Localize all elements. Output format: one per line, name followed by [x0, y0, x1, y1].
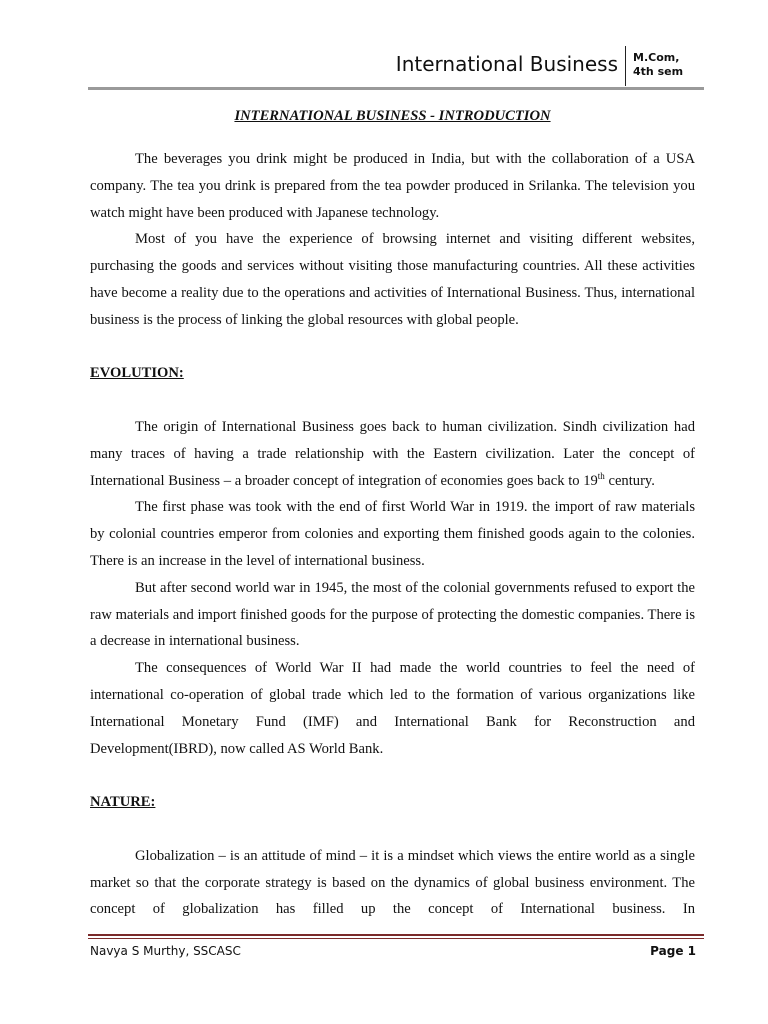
- evolution-paragraph-text: The origin of International Business goes back to human civilization. Sindh civilization had many traces of having a trade relationship with the Eastern civilization. Later the concept of International Business – a broader concept of integration of economies goes back to 19: [90, 418, 695, 489]
- document-body: [90, 104, 695, 923]
- evolution-paragraph-tail: century.: [604, 472, 655, 489]
- evolution-paragraph: The consequences of World War II had made the world countries to feel the need of international co-operation of global trade which led to the formation of various organizations like International Monetary Fund (IMF) and International Bank for Reconstruction and Development(IBRD), now called AS World Bank.: [90, 660, 695, 757]
- evolution-paragraph: [90, 414, 695, 494]
- intro-paragraph: The beverages you drink might be produced in India, but with the collaboration of a USA company. The tea you drink is prepared from the tea powder produced in Srilanka. The television you watch might have been produced with Japanese technology.: [90, 151, 695, 221]
- header-title: International Business: [395, 52, 618, 76]
- footer-rule: [88, 938, 704, 939]
- section-heading-evolution: EVOLUTION:: [90, 365, 184, 382]
- header-course: M.Com,: [633, 51, 680, 64]
- nature-paragraph: Globalization – is an attitude of mind – it is a mindset which views the entire world as a single market so that the corporate strategy is based on the dynamics of global business environment. The concept of globalization has filled up the concept of International business. In: [90, 847, 695, 918]
- header-divider: [625, 46, 626, 86]
- evolution-paragraph: But after second world war in 1945, the most of the colonial governments refused to export the raw materials and import finished goods for the purpose of protecting the domestic companies. There is a decrease in international business.: [90, 579, 695, 650]
- evolution-paragraph: The first phase was took with the end of first World War in 1919. the import of raw materials by colonial countries emperor from colonies and exporting them finished goods again to the colonies. There is an increase in the level of international business.: [90, 499, 695, 569]
- header-semester: 4th sem: [633, 65, 684, 78]
- page-header: [88, 40, 704, 90]
- header-rule: [88, 87, 704, 90]
- footer-rule: [88, 934, 704, 936]
- superscript-th: th: [597, 470, 605, 481]
- intro-paragraph: Most of you have the experience of browsing internet and visiting different websites, purchasing the goods and services without visiting those manufacturing countries. All these activities have become a reality due to the operations and activities of International Business. Thus, international business is the process of linking the global resources with global people.: [90, 231, 695, 328]
- footer-author: Navya S Murthy, SSCASC: [90, 944, 241, 958]
- document-title: INTERNATIONAL BUSINESS - INTRODUCTION: [234, 108, 551, 124]
- footer-page-number: Page 1: [650, 944, 696, 958]
- section-heading-nature: NATURE:: [90, 794, 156, 811]
- header-course-info: [633, 51, 683, 79]
